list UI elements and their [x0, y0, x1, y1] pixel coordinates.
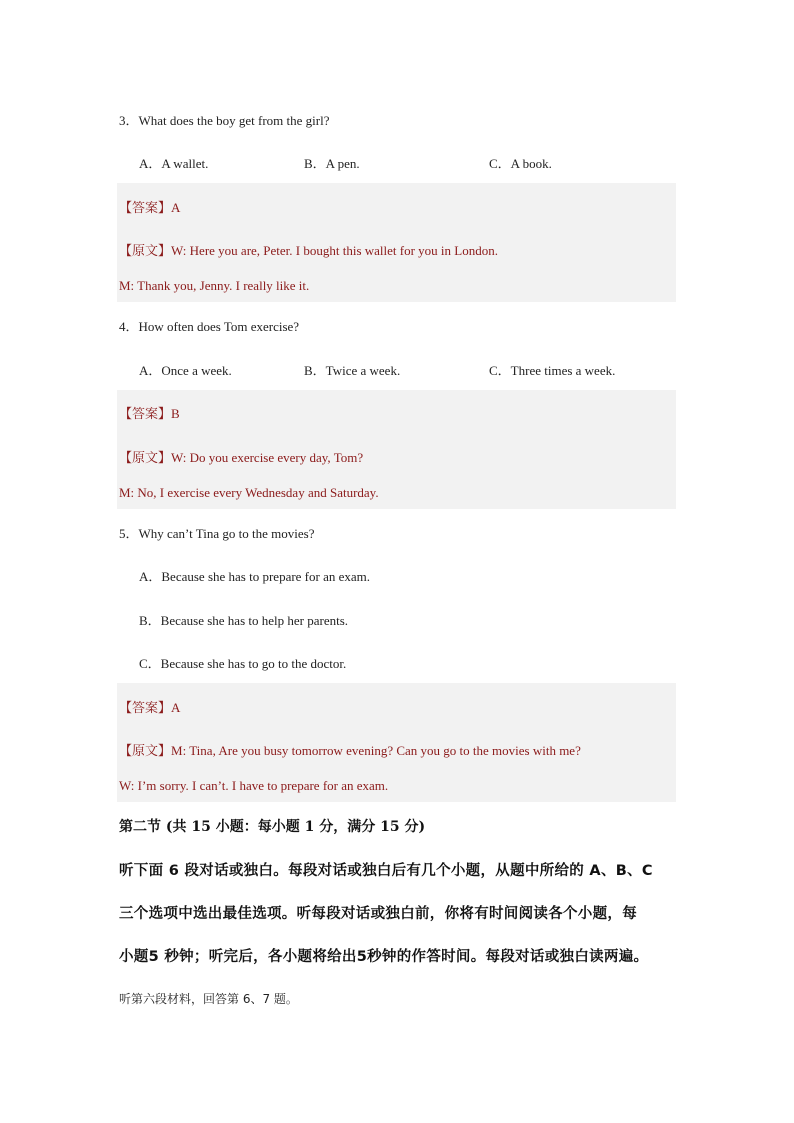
question-5-transcript-line-2: W: I’m sorry. I can’t. I have to prepare for an exam.	[119, 778, 389, 793]
question-4-option-a: A．Once a week.	[139, 363, 232, 378]
section-instructions-line-1: 听下面 6 段对话或独白。每段对话或独白后有几个小题，从题中所给的 A、B、C	[119, 863, 653, 879]
question-4-answer	[119, 403, 180, 422]
question-3-option-c: C．A book.	[489, 156, 552, 171]
question-4-option-b: B．Twice a week.	[304, 363, 401, 378]
answer-label: 【答案】	[119, 200, 172, 215]
question-3-answer	[119, 197, 180, 216]
section-title: 第二节 (共 15 小题：每小题 1 分，满分 15 分)	[119, 819, 426, 835]
question-5-option-c: C．Because she has to go to the doctor.	[139, 656, 347, 671]
question-3-transcript-line-1	[119, 240, 498, 259]
answer-label: 【答案】	[119, 406, 172, 421]
transcript-text: W: Do you exercise every day, Tom?	[171, 450, 364, 465]
transcript-label: 【原文】	[119, 743, 172, 758]
section-instructions-line-2: 三个选项中选出最佳选项。听每段对话或独白前，你将有时间阅读各个小题，每	[119, 906, 637, 922]
section-instructions-line-3: 小题5 秒钟；听完后，各小题将给出5秒钟的作答时间。每段对话或独白读两遍。	[119, 949, 649, 965]
question-3-option-a: A．A wallet.	[139, 156, 209, 171]
answer-value: B	[171, 406, 180, 421]
listening-note: 听第六段材料，回答第 6、7 题。	[119, 992, 298, 1006]
transcript-text: M: Tina, Are you busy tomorrow evening? Can you go to the movies with me?	[171, 743, 581, 758]
transcript-text: W: Here you are, Peter. I bought this wallet for you in London.	[171, 243, 498, 258]
question-4-stem: 4．How often does Tom exercise?	[119, 319, 300, 334]
question-5-stem: 5．Why can’t Tina go to the movies?	[119, 526, 315, 541]
question-5-option-b: B．Because she has to help her parents.	[139, 613, 349, 628]
question-3-transcript-line-2: M: Thank you, Jenny. I really like it.	[119, 278, 310, 293]
answer-label: 【答案】	[119, 700, 172, 715]
answer-value: A	[171, 700, 181, 715]
question-3-stem: 3．What does the boy get from the girl?	[119, 113, 330, 128]
question-5-option-a: A．Because she has to prepare for an exam.	[139, 569, 371, 584]
question-4-transcript-line-1	[119, 447, 363, 466]
transcript-label: 【原文】	[119, 450, 172, 465]
question-5-transcript-line-1	[119, 740, 581, 759]
question-4-option-c: C．Three times a week.	[489, 363, 616, 378]
question-5-answer	[119, 697, 180, 716]
question-4-transcript-line-2: M: No, I exercise every Wednesday and Saturday.	[119, 485, 379, 500]
transcript-label: 【原文】	[119, 243, 172, 258]
question-3-option-b: B．A pen.	[304, 156, 360, 171]
answer-value: A	[171, 200, 181, 215]
